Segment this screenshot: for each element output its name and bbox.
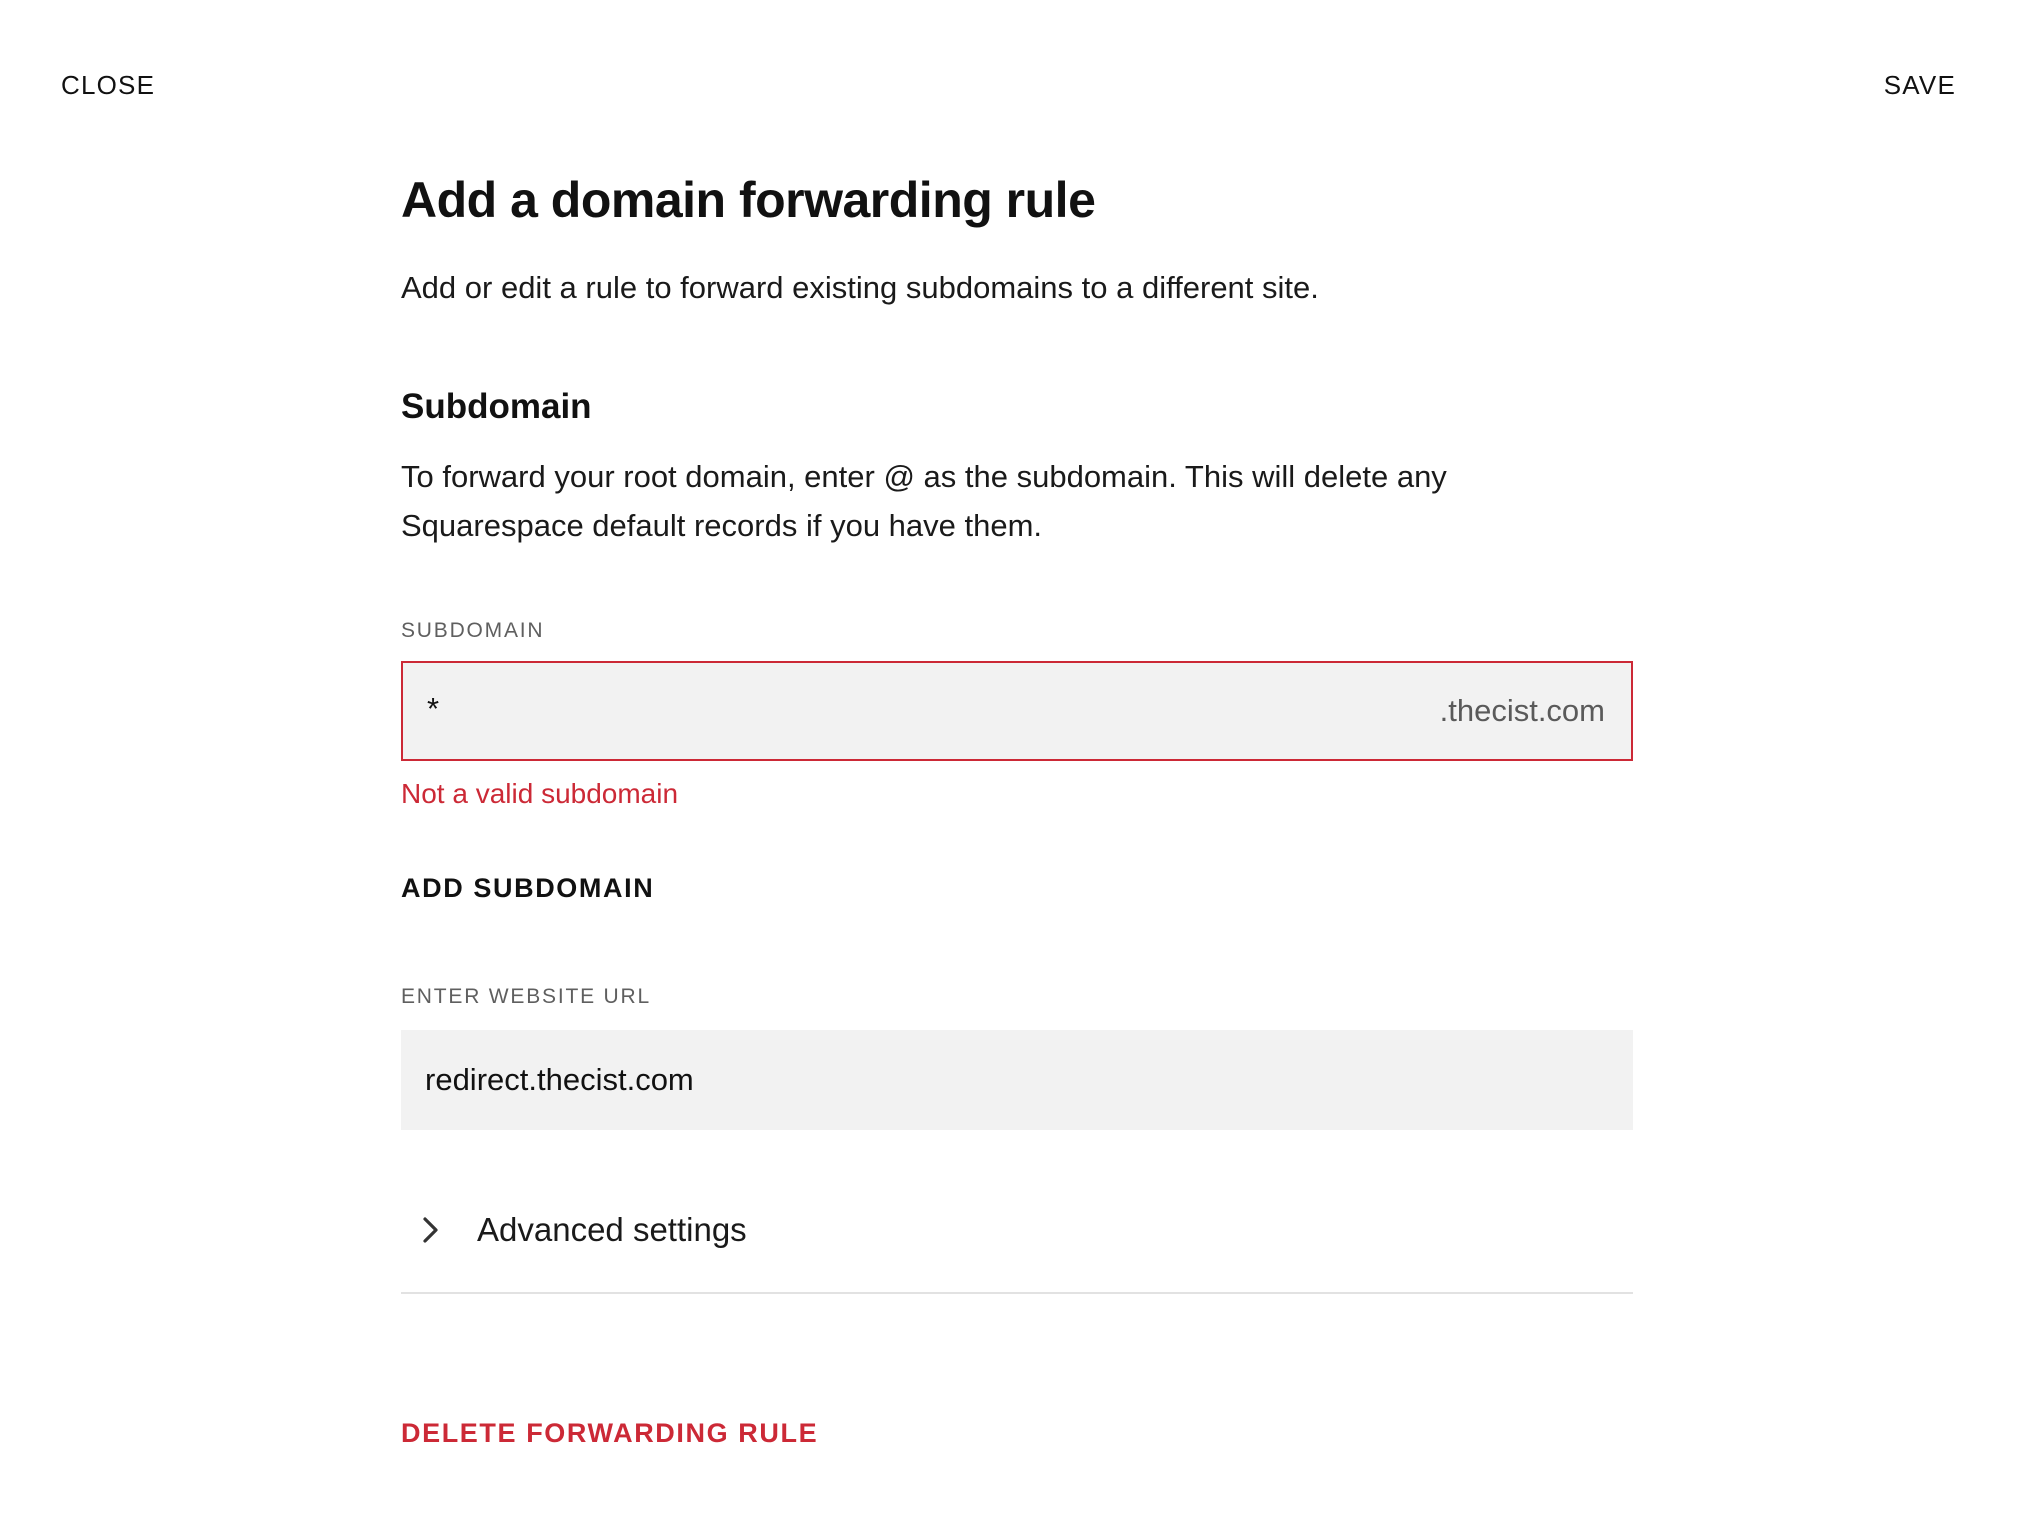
subdomain-field[interactable]: [401, 661, 1633, 761]
subdomain-error-message: Not a valid subdomain: [401, 778, 679, 809]
add-subdomain-button[interactable]: ADD SUBDOMAIN: [401, 873, 655, 903]
domain-suffix: .thecist.com: [1439, 693, 1605, 728]
subdomain-heading: Subdomain: [401, 387, 592, 426]
close-button[interactable]: CLOSE: [61, 70, 156, 100]
advanced-settings-label: Advanced settings: [477, 1211, 747, 1248]
chevron-right-icon: [415, 1214, 447, 1246]
website-url-input[interactable]: [425, 1030, 1605, 1130]
website-url-field[interactable]: [401, 1030, 1633, 1130]
page-title: Add a domain forwarding rule: [401, 172, 1096, 228]
save-button[interactable]: SAVE: [1883, 70, 1956, 100]
website-url-field-label: ENTER WEBSITE URL: [401, 985, 651, 1008]
page-description: Add or edit a rule to forward existing subdomains to a different site.: [401, 270, 1319, 305]
subdomain-input[interactable]: [427, 661, 1327, 757]
subdomain-field-label: SUBDOMAIN: [401, 619, 545, 642]
delete-forwarding-rule-button[interactable]: DELETE FORWARDING RULE: [401, 1418, 819, 1448]
subdomain-description: To forward your root domain, enter @ as the subdomain. This will delete any Squarespace default records if you have them.: [401, 459, 1447, 543]
advanced-settings-toggle[interactable]: [401, 1210, 1633, 1294]
